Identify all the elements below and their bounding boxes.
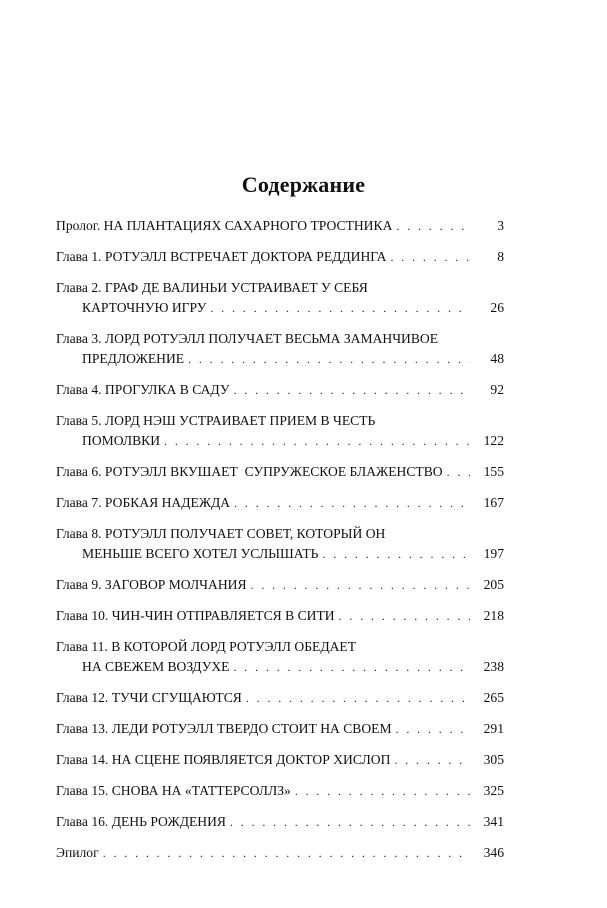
toc-entry: [56, 380, 504, 400]
toc-entry-title: Глава 4. ПРОГУЛКА В САДУ: [56, 382, 230, 397]
toc-entry-line: [56, 298, 504, 318]
toc-entry: [56, 247, 504, 267]
toc-entry-line: [56, 750, 504, 770]
toc-entry: [56, 719, 504, 739]
toc-page-number: 218: [483, 608, 504, 623]
toc-entry-line: [56, 216, 504, 236]
toc-entry-line: [56, 462, 504, 482]
toc-entry-line: [56, 637, 504, 657]
dot-leader: [322, 544, 470, 564]
toc-entry: [56, 637, 504, 677]
toc-entry-title: ПРЕДЛОЖЕНИЕ: [82, 351, 185, 366]
dot-leader: [234, 657, 471, 677]
toc-entry-line: [56, 781, 504, 801]
dot-leader: [188, 349, 470, 369]
toc-entry-line: [56, 247, 504, 267]
toc-page-number: 325: [483, 783, 504, 798]
toc-entry-title: МЕНЬШЕ ВСЕГО ХОТЕЛ УСЛЫШАТЬ: [82, 546, 319, 561]
toc-page-number: 8: [497, 249, 504, 264]
toc-entry-line: [56, 493, 504, 513]
dot-leader: [394, 750, 470, 770]
toc-entry-title: Эпилог: [56, 845, 99, 860]
toc-entry-title: Глава 10. ЧИН-ЧИН ОТПРАВЛЯЕТСЯ В СИТИ: [56, 608, 335, 623]
toc-entry-title: Пролог. НА ПЛАНТАЦИЯХ САХАРНОГО ТРОСТНИКА: [56, 218, 393, 233]
dot-leader: [447, 462, 470, 482]
toc-entry-line: [56, 812, 504, 832]
toc-entry-title: КАРТОЧНУЮ ИГРУ: [82, 300, 207, 315]
toc-entry: [56, 812, 504, 832]
toc-entry-line: [56, 524, 504, 544]
toc-entry-title: Глава 12. ТУЧИ СГУЩАЮТСЯ: [56, 690, 242, 705]
toc-entry-title: Глава 1. РОТУЭЛЛ ВСТРЕЧАЕТ ДОКТОРА РЕДДИНГА: [56, 249, 387, 264]
toc-entry-title: Глава 13. ЛЕДИ РОТУЭЛЛ ТВЕРДО СТОИТ НА СВОЕМ: [56, 721, 392, 736]
toc-entry-line: [56, 719, 504, 739]
toc-entry: [56, 575, 504, 595]
toc-entry-title: ПОМОЛВКИ: [82, 433, 161, 448]
dot-leader: [339, 606, 470, 626]
toc-page-number: 3: [497, 218, 504, 233]
dot-leader: [210, 298, 470, 318]
toc-entry: [56, 216, 504, 236]
dot-leader: [246, 688, 470, 708]
dot-leader: [164, 431, 470, 451]
toc-entry-title: Глава 5. ЛОРД НЭШ УСТРАИВАЕТ ПРИЕМ В ЧЕСТЬ: [56, 413, 376, 428]
toc-entry-title: Глава 6. РОТУЭЛЛ ВКУШАЕТ СУПРУЖЕСКОЕ БЛАЖЕНСТВО: [56, 464, 443, 479]
dot-leader: [295, 781, 470, 801]
toc-entry-title: Глава 3. ЛОРД РОТУЭЛЛ ПОЛУЧАЕТ ВЕСЬМА ЗАМАНЧИВОЕ: [56, 331, 439, 346]
toc-entry: [56, 493, 504, 513]
toc-entry-title: Глава 8. РОТУЭЛЛ ПОЛУЧАЕТ СОВЕТ, КОТОРЫЙ ОН: [56, 526, 386, 541]
toc-entry-title: Глава 14. НА СЦЕНЕ ПОЯВЛЯЕТСЯ ДОКТОР ХИСЛОП: [56, 752, 391, 767]
toc-page-number: 265: [483, 690, 504, 705]
toc-entry-title: Глава 11. В КОТОРОЙ ЛОРД РОТУЭЛЛ ОБЕДАЕТ: [56, 639, 357, 654]
toc-entry-line: [56, 575, 504, 595]
toc-page-number: 48: [490, 351, 504, 366]
toc-page-number: 92: [490, 382, 504, 397]
toc-entry: [56, 278, 504, 318]
toc-entry-title: Глава 7. РОБКАЯ НАДЕЖДА: [56, 495, 231, 510]
toc-page-number: 167: [483, 495, 504, 510]
table-of-contents: [56, 216, 504, 874]
toc-page-number: 122: [483, 433, 504, 448]
toc-page-number: 155: [483, 464, 504, 479]
toc-entry: [56, 329, 504, 369]
toc-page-number: 346: [483, 845, 504, 860]
dot-leader: [234, 493, 470, 513]
toc-entry-line: [56, 688, 504, 708]
toc-entry-line: [56, 278, 504, 298]
dot-leader: [233, 380, 470, 400]
toc-entry: [56, 688, 504, 708]
toc-entry: [56, 781, 504, 801]
toc-entry-line: [56, 544, 504, 564]
toc-entry-title: НА СВЕЖЕМ ВОЗДУХЕ: [82, 659, 230, 674]
toc-entry-line: [56, 657, 504, 677]
toc-entry-line: [56, 843, 504, 863]
toc-entry: [56, 606, 504, 626]
toc-page-number: 305: [483, 752, 504, 767]
toc-entry: [56, 411, 504, 451]
toc-page-number: 238: [483, 659, 504, 674]
dot-leader: [103, 843, 470, 863]
dot-leader: [396, 216, 470, 236]
toc-entry-title: Глава 16. ДЕНЬ РОЖДЕНИЯ: [56, 814, 226, 829]
toc-entry-title: Глава 9. ЗАГОВОР МОЛЧАНИЯ: [56, 577, 247, 592]
toc-entry-line: [56, 380, 504, 400]
toc-page-number: 341: [483, 814, 504, 829]
toc-title: Содержание: [241, 172, 366, 197]
toc-entry-line: [56, 606, 504, 626]
toc-entry-line: [56, 329, 504, 349]
dot-leader: [230, 812, 470, 832]
dot-leader: [251, 575, 470, 595]
toc-entry-title: Глава 15. СНОВА НА «ТАТТЕРСОЛЛЗ»: [56, 783, 291, 798]
dot-leader: [396, 719, 470, 739]
dot-leader: [391, 247, 471, 267]
toc-entry-line: [56, 349, 504, 369]
toc-entry: [56, 462, 504, 482]
toc-entry-title: Глава 2. ГРАФ ДЕ ВАЛИНЬИ УСТРАИВАЕТ У СЕБЯ: [56, 280, 368, 295]
toc-entry: [56, 524, 504, 564]
toc-page-number: 26: [490, 300, 504, 315]
toc-page-number: 197: [483, 546, 504, 561]
toc-entry: [56, 750, 504, 770]
toc-entry-line: [56, 411, 504, 431]
toc-page-number: 291: [483, 721, 504, 736]
toc-entry: [56, 843, 504, 863]
toc-page-number: 205: [483, 577, 504, 592]
toc-entry-line: [56, 431, 504, 451]
